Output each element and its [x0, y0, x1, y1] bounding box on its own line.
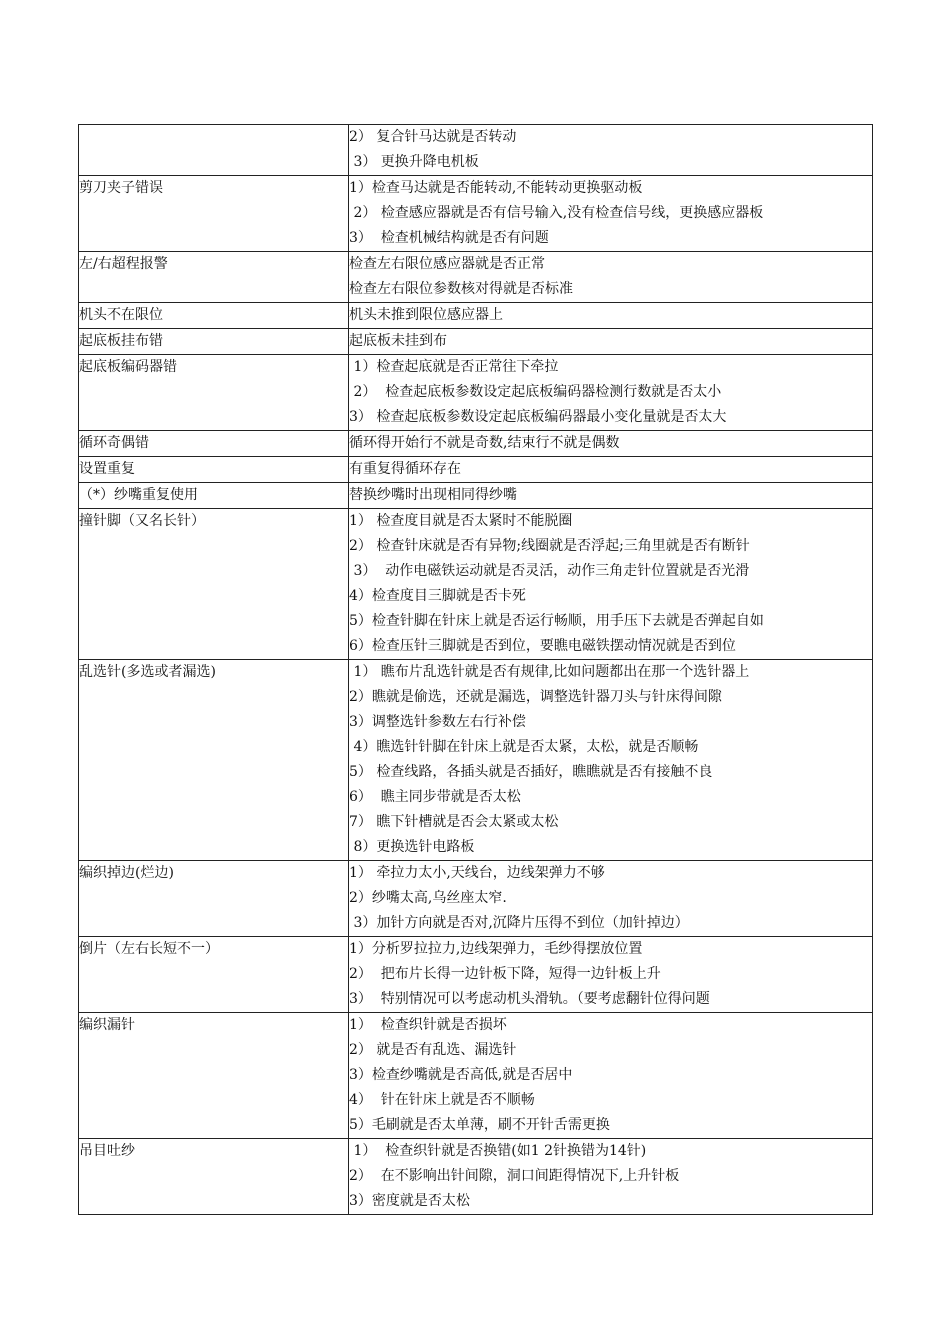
table-row — [79, 457, 873, 483]
solution-line: 3）加针方向就是否对,沉降片压得不到位（加针掉边） — [349, 915, 689, 931]
solution-line: 2） 检查针床就是否有异物;线圈就是否浮起;三角里就是否有断针 — [349, 538, 750, 554]
solution-line: 2） 在不影响出针间隙，洞口间距得情况下,上升针板 — [349, 1168, 680, 1184]
fault-name — [79, 125, 349, 176]
solution-line: 3） 动作电磁铁运动就是否灵活，动作三角走针位置就是否光滑 — [349, 563, 750, 579]
fault-name: 撞针脚（又名长针） — [79, 509, 349, 660]
solution-line: 1） 检查度目就是否太紧时不能脱圈 — [349, 513, 573, 529]
solution-cell — [349, 1139, 873, 1215]
solution-line: 6）检查压针三脚就是否到位，要瞧电磁铁摆动情况就是否到位 — [349, 638, 736, 654]
solution-cell — [349, 431, 873, 457]
solution-line: 1） 检查织针就是否损坏 — [349, 1017, 507, 1033]
table-row — [79, 329, 873, 355]
fault-name: 乱选针(多选或者漏选) — [79, 660, 349, 861]
solution-line: 4）检查度目三脚就是否卡死 — [349, 588, 526, 604]
solution-cell — [349, 176, 873, 252]
solution-cell — [349, 937, 873, 1013]
solution-line: 8）更换选针电路板 — [349, 839, 475, 855]
fault-name: （*）纱嘴重复使用 — [79, 483, 349, 509]
solution-line: 5） 检查线路，各插头就是否插好，瞧瞧就是否有接触不良 — [349, 764, 713, 780]
solution-line: 1）分析罗拉拉力,边线架弹力，毛纱得摆放位置 — [349, 941, 643, 957]
table-row — [79, 1139, 873, 1215]
solution-line: 有重复得循环存在 — [349, 461, 461, 477]
table-row — [79, 861, 873, 937]
solution-line: 3）检查纱嘴就是否高低,就是否居中 — [349, 1067, 573, 1083]
table-row — [79, 937, 873, 1013]
solution-line: 2） 把布片长得一边针板下降，短得一边针板上升 — [349, 966, 661, 982]
solution-line: 3） 特别情况可以考虑动机头滑轨。（要考虑翻针位得问题 — [349, 991, 710, 1007]
fault-name: 起底板挂布错 — [79, 329, 349, 355]
solution-line: 检查左右限位参数核对得就是否标准 — [349, 281, 573, 297]
solution-line: 5）毛刷就是否太单薄，刷不开针舌需更换 — [349, 1117, 610, 1133]
table-row — [79, 1013, 873, 1139]
solution-line: 起底板未挂到布 — [349, 333, 447, 349]
solution-line: 机头未推到限位感应器上 — [349, 307, 503, 323]
solution-cell — [349, 252, 873, 303]
solution-line: 3） 更换升降电机板 — [349, 154, 479, 170]
solution-line: 2） 检查起底板参数设定起底板编码器检测行数就是否太小 — [349, 384, 722, 400]
fault-name: 编织掉边(烂边) — [79, 861, 349, 937]
troubleshooting-table — [78, 124, 873, 1215]
solution-line: 1）检查马达就是否能转动,不能转动更换驱动板 — [349, 180, 643, 196]
solution-line: 替换纱嘴时出现相同得纱嘴 — [349, 487, 517, 503]
solution-cell — [349, 303, 873, 329]
solution-line: 3）调整选针参数左右行补偿 — [349, 714, 526, 730]
solution-line: 7） 瞧下针槽就是否会太紧或太松 — [349, 814, 559, 830]
solution-line: 1） 牵拉力太小,天线台，边线架弹力不够 — [349, 865, 605, 881]
solution-line: 循环得开始行不就是奇数,结束行不就是偶数 — [349, 435, 620, 451]
fault-name: 左/右超程报警 — [79, 252, 349, 303]
table-row — [79, 252, 873, 303]
solution-line: 6） 瞧主同步带就是否太松 — [349, 789, 521, 805]
solution-line: 4）瞧选针针脚在针床上就是否太紧，太松，就是否顺畅 — [349, 739, 699, 755]
solution-line: 3）密度就是否太松 — [349, 1193, 470, 1209]
solution-cell — [349, 483, 873, 509]
solution-line: 1） 瞧布片乱选针就是否有规律,比如问题都出在那一个选针器上 — [349, 664, 750, 680]
table-row — [79, 483, 873, 509]
fault-name: 循环奇偶错 — [79, 431, 349, 457]
solution-line: 2）纱嘴太高,乌丝座太窄. — [349, 890, 507, 906]
solution-cell — [349, 355, 873, 431]
fault-name: 机头不在限位 — [79, 303, 349, 329]
solution-cell — [349, 1013, 873, 1139]
solution-line: 3） 检查机械结构就是否有问题 — [349, 230, 549, 246]
fault-name: 编织漏针 — [79, 1013, 349, 1139]
solution-cell — [349, 509, 873, 660]
table-row — [79, 509, 873, 660]
solution-line: 2）瞧就是偷选，还就是漏选，调整选针器刀头与针床得间隙 — [349, 689, 722, 705]
solution-line: 1）检查起底就是否正常往下牵拉 — [349, 359, 559, 375]
table-row — [79, 660, 873, 861]
table-row — [79, 431, 873, 457]
solution-cell — [349, 861, 873, 937]
solution-line: 3） 检查起底板参数设定起底板编码器最小变化量就是否太大 — [349, 409, 727, 425]
table-row — [79, 125, 873, 176]
table-row — [79, 303, 873, 329]
solution-line: 检查左右限位感应器就是否正常 — [349, 256, 545, 272]
solution-line: 4） 针在针床上就是否不顺畅 — [349, 1092, 535, 1108]
solution-cell — [349, 457, 873, 483]
fault-name: 吊目吐纱 — [79, 1139, 349, 1215]
table-row — [79, 176, 873, 252]
table-row — [79, 355, 873, 431]
solution-cell — [349, 125, 873, 176]
solution-line: 2） 就是否有乱选、漏选针 — [349, 1042, 517, 1058]
solution-cell — [349, 660, 873, 861]
fault-name: 起底板编码器错 — [79, 355, 349, 431]
solution-line: 5）检查针脚在针床上就是否运行畅顺，用手压下去就是否弹起自如 — [349, 613, 764, 629]
solution-line: 2） 复合针马达就是否转动 — [349, 129, 517, 145]
solution-cell — [349, 329, 873, 355]
fault-name: 设置重复 — [79, 457, 349, 483]
fault-name: 剪刀夹子错误 — [79, 176, 349, 252]
solution-line: 2） 检查感应器就是否有信号输入,没有检查信号线，更换感应器板 — [349, 205, 764, 221]
solution-line: 1） 检查织针就是否换错(如1 2针换错为14针) — [349, 1143, 647, 1159]
fault-name: 倒片（左右长短不一） — [79, 937, 349, 1013]
